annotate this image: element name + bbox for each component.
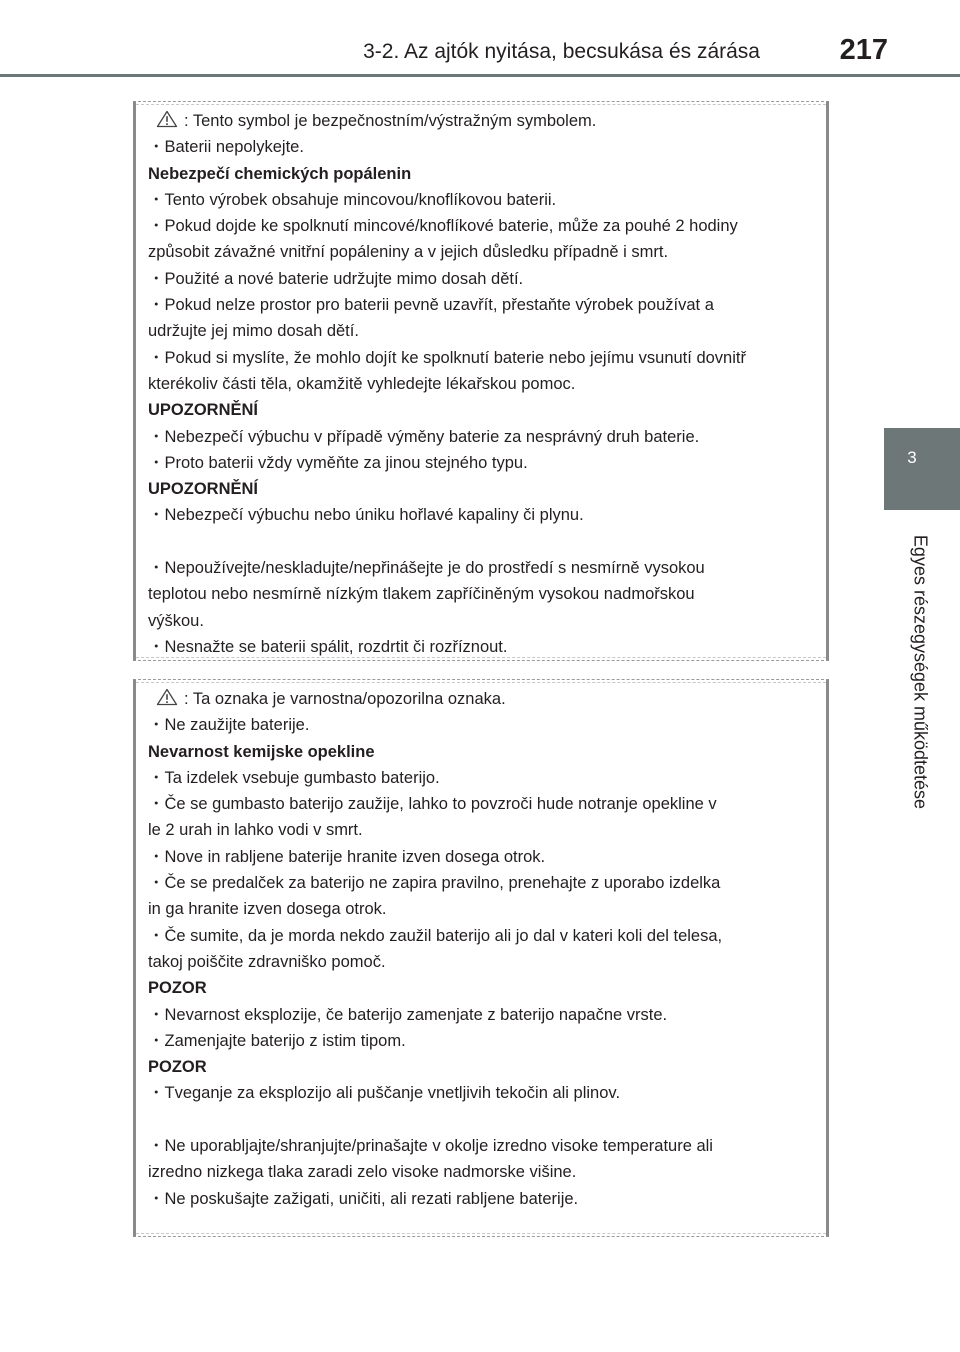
notice-line-text: výškou. [148, 611, 204, 630]
notice-box-slovenian [133, 679, 829, 1237]
notice-line [148, 266, 818, 292]
notice-line [148, 108, 818, 134]
notice-heading [148, 476, 818, 502]
notice-lines-czech [148, 108, 818, 660]
notice-line-text: ・Če se gumbasto baterijo zaužije, lahko to povzroči hude notranje opekline v [148, 795, 717, 814]
notice-line-text: udržujte jej mimo dosah dětí. [148, 322, 359, 341]
notice-line [148, 686, 818, 712]
notice-line [148, 371, 818, 397]
notice-line-text: Nevarnost kemijske opekline [148, 742, 375, 761]
notice-line [148, 765, 818, 791]
notice-line-text: ・Nevarnost eksplozije, če baterijo zamenjate z baterijo napačne vrste. [148, 1005, 668, 1024]
notice-heading [148, 975, 818, 1001]
notice-line [148, 634, 818, 660]
notice-line-text: ・Nesnažte se baterii spálit, rozdrtit či rozříznout. [148, 637, 508, 656]
notice-line-text: UPOZORNĚNÍ [148, 480, 259, 499]
notice-line-text: ・Baterii nepolykejte. [148, 138, 304, 157]
page-number: 217 [839, 34, 888, 66]
notice-line-text: Nebezpečí chemických popálenin [148, 164, 412, 183]
notice-line [148, 608, 818, 634]
notice-line-text: ・Nebezpečí výbuchu nebo úniku hořlavé kapaliny či plynu. [148, 506, 584, 525]
notice-line-text: ・Pokud dojde ke spolknutí mincové/knoflíkové baterie, může za pouhé 2 hodiny [148, 217, 738, 236]
notice-line [148, 870, 818, 896]
notice-line-text: ・Pokud si myslíte, že mohlo dojít ke spolknutí baterie nebo jejímu vsunutí dovnitř [148, 348, 746, 367]
notice-line-text: ・Tento výrobek obsahuje mincovou/knoflíkovou baterii. [148, 190, 557, 209]
notice-line [148, 187, 818, 213]
chapter-number: 3 [907, 448, 917, 467]
notice-line-text: : Ta oznaka je varnostna/opozorilna oznaka. [184, 690, 506, 708]
notice-line-text: ・Nepoužívejte/neskladujte/nepřinášejte je do prostředí s nesmírně vysokou [148, 559, 705, 578]
notice-line-text: izredno nizkega tlaka zaradi zelo visoke nadmorske višine. [148, 1163, 577, 1182]
notice-line [148, 134, 818, 160]
notice-line [148, 1159, 818, 1185]
header-section-title: 3-2. Az ajtók nyitása, becsukása és zárása [363, 40, 760, 63]
notice-line-text: ・Použité a nové baterie udržujte mimo dosah dětí. [148, 269, 524, 288]
notice-line-text: ・Zamenjajte baterijo z istim tipom. [148, 1031, 406, 1050]
notice-line [148, 1028, 818, 1054]
notice-line-text: ・Če se predalček za baterijo ne zapira pravilno, prenehajte z uporabo izdelka [148, 874, 721, 893]
notice-line [148, 450, 818, 476]
notice-line-text: ・Ta izdelek vsebuje gumbasto baterijo. [148, 768, 440, 787]
chapter-tab [884, 428, 960, 510]
notice-line-text: ・Nove in rabljene baterije hranite izven dosega otrok. [148, 847, 546, 866]
notice-heading [148, 161, 818, 187]
notice-line [148, 923, 818, 949]
notice-line [148, 581, 818, 607]
notice-line-text: le 2 urah in lahko vodi v smrt. [148, 821, 363, 840]
notice-line-text: ・Ne poskušajte zažigati, uničiti, ali rezati rabljene baterije. [148, 1189, 579, 1208]
notice-line [148, 239, 818, 265]
notice-line-text: in ga hranite izven dosega otrok. [148, 900, 387, 919]
notice-line-text: ・Ne zaužijte baterije. [148, 716, 310, 735]
notice-line [148, 1133, 818, 1159]
notice-line [148, 502, 818, 528]
notice-line [148, 896, 818, 922]
header-rule [0, 74, 960, 77]
notice-box-czech [133, 101, 829, 661]
notice-line [148, 318, 818, 344]
notice-heading [148, 1054, 818, 1080]
notice-line-text: teplotou nebo nesmírně nízkým tlakem zapříčiněným vysokou nadmořskou [148, 585, 695, 604]
notice-line [148, 424, 818, 450]
blank-line [148, 529, 818, 555]
warning-triangle-icon [156, 688, 178, 706]
notice-line-text: ・Tveganje za eksplozijo ali puščanje vnetljivih tekočin ali plinov. [148, 1084, 621, 1103]
notice-line-text: POZOR [148, 979, 207, 998]
notice-line [148, 1080, 818, 1106]
notice-line [148, 292, 818, 318]
notice-line-text: POZOR [148, 1058, 207, 1077]
notice-line-text: takoj poiščite zdravniško pomoč. [148, 952, 386, 971]
notice-line [148, 949, 818, 975]
notice-line [148, 712, 818, 738]
notice-line [148, 345, 818, 371]
blank-line [148, 1107, 818, 1133]
notice-line [148, 844, 818, 870]
notice-line-text: způsobit závažné vnitřní popáleniny a v jejich důsledku případně i smrt. [148, 243, 669, 262]
warning-triangle-icon [156, 110, 178, 128]
notice-line-text: : Tento symbol je bezpečnostním/výstražným symbolem. [184, 112, 597, 130]
notice-line [148, 1002, 818, 1028]
notice-line [148, 1186, 818, 1212]
chapter-label: Egyes részegységek működtetése [910, 534, 931, 810]
notice-line-text: ・Če sumite, da je morda nekdo zaužil baterijo ali jo dal v kateri koli del telesa, [148, 926, 723, 945]
notice-lines-slovenian [148, 686, 818, 1212]
notice-line-text: ・Pokud nelze prostor pro baterii pevně uzavřít, přestaňte výrobek používat a [148, 296, 714, 315]
notice-line-text: ・Ne uporabljajte/shranjujte/prinašajte v okolje izredno visoke temperature ali [148, 1137, 713, 1156]
notice-line [148, 555, 818, 581]
notice-line [148, 213, 818, 239]
notice-heading [148, 397, 818, 423]
notice-line [148, 817, 818, 843]
notice-line [148, 791, 818, 817]
notice-line-text: ・Nebezpečí výbuchu v případě výměny baterie za nesprávný druh baterie. [148, 427, 700, 446]
notice-line-text: ・Proto baterii vždy vyměňte za jinou stejného typu. [148, 453, 528, 472]
notice-line-text: UPOZORNĚNÍ [148, 401, 259, 420]
notice-line-text: kterékoliv části těla, okamžitě vyhledejte lékařskou pomoc. [148, 374, 576, 393]
notice-heading [148, 739, 818, 765]
